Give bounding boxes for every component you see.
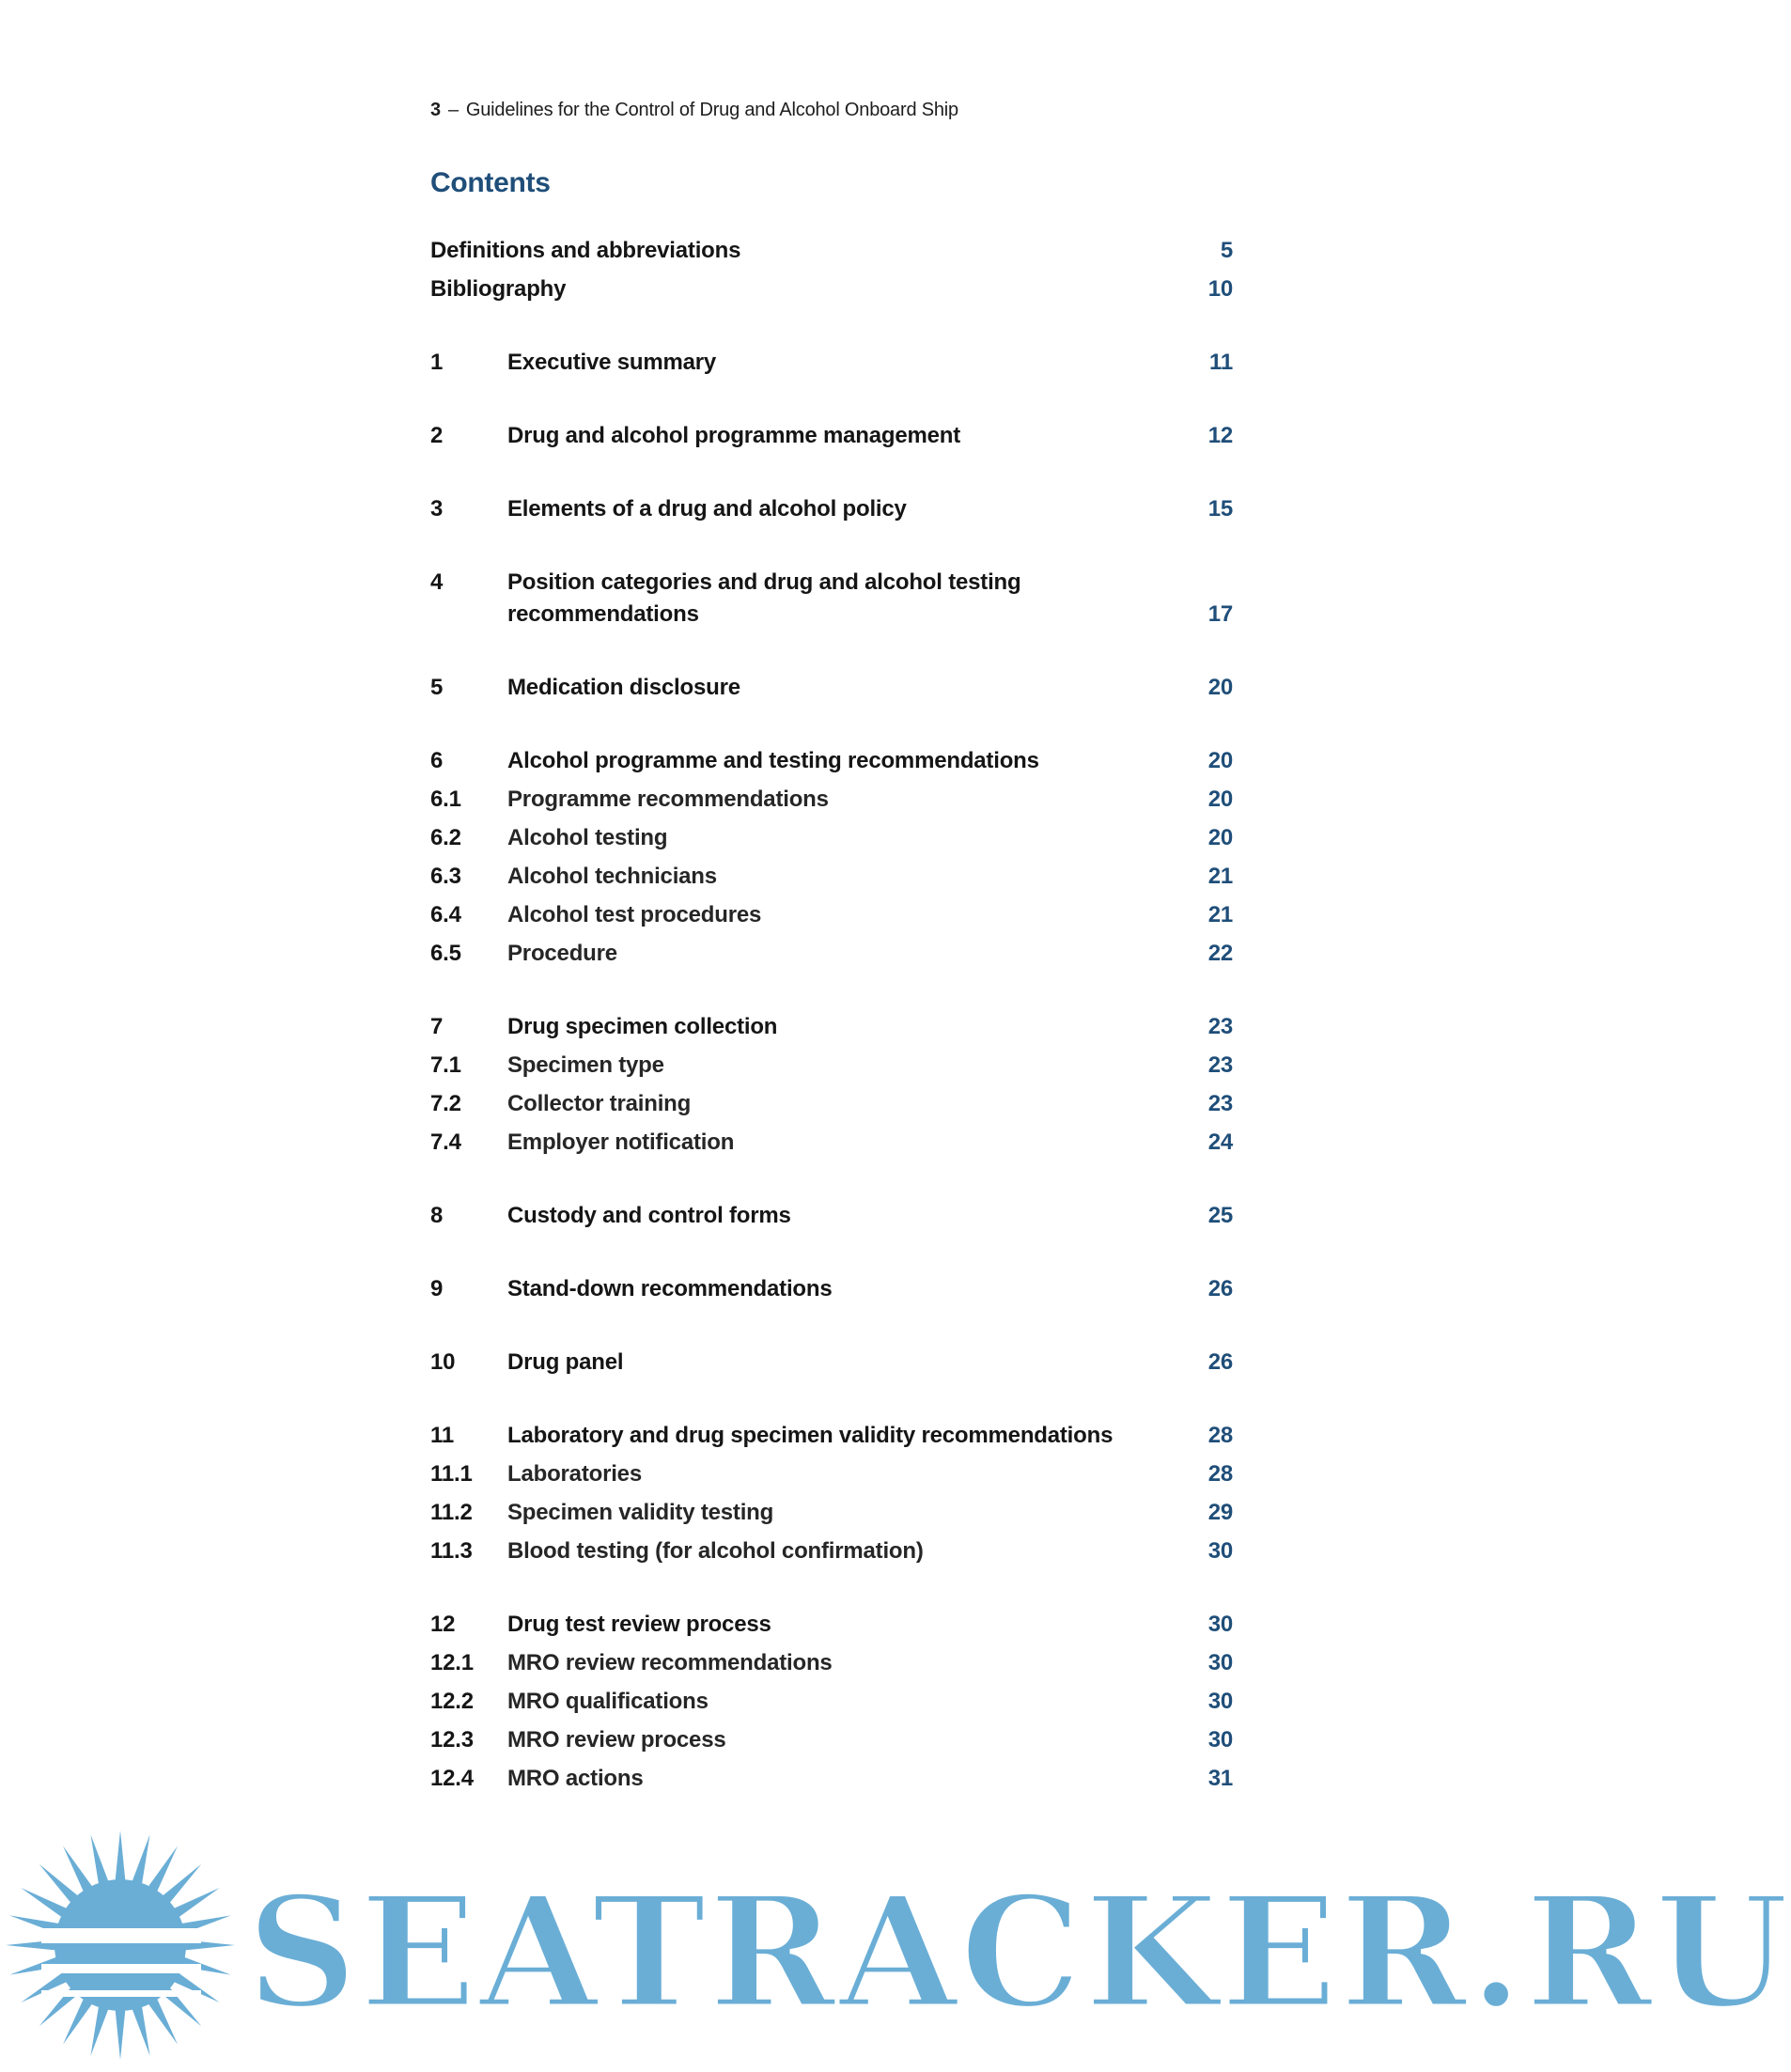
toc-section-entry — [430, 1609, 1233, 1641]
toc-section-entry — [430, 1273, 1233, 1305]
toc-spacer — [430, 1305, 1233, 1347]
toc-title: Specimen type — [507, 1052, 664, 1078]
toc-number: 7.1 — [430, 1052, 461, 1078]
header-title: Guidelines for the Control of Drug and Alcohol Onboard Ship — [465, 100, 958, 120]
toc-number: 11 — [430, 1423, 454, 1448]
toc-section-entry — [430, 672, 1233, 704]
toc-number: 12 — [430, 1612, 456, 1637]
toc-spacer — [430, 1490, 1233, 1497]
toc-spacer — [430, 931, 1233, 938]
toc-section-entry — [430, 493, 1233, 525]
toc-page-number: 28 — [1207, 1461, 1233, 1487]
toc-title: Drug and alcohol programme management — [507, 423, 961, 448]
toc-number: 11.2 — [430, 1500, 473, 1525]
toc-spacer — [430, 1379, 1233, 1420]
toc-spacer — [430, 452, 1233, 493]
toc-section-entry — [430, 567, 1233, 631]
toc-title: Alcohol test procedures — [507, 902, 762, 927]
toc-subsection-entry — [430, 1050, 1233, 1082]
toc-title: Stand-down recommendations — [507, 1276, 833, 1301]
toc-number: 7 — [430, 1014, 444, 1039]
toc-page-number: 26 — [1207, 1349, 1233, 1375]
sun-ray — [115, 2003, 126, 2060]
toc-spacer — [430, 1232, 1233, 1273]
toc-front-entry — [430, 273, 1233, 305]
toc-page-number: 15 — [1207, 496, 1233, 522]
toc-page-number: 30 — [1207, 1612, 1233, 1637]
toc-spacer — [430, 379, 1233, 420]
table-of-contents — [430, 235, 1233, 1795]
toc-title: Definitions and abbreviations — [430, 238, 741, 263]
toc-page-number: 24 — [1207, 1129, 1233, 1155]
toc-section-entry — [430, 1011, 1233, 1043]
toc-title: Laboratory and drug specimen validity recommendations — [507, 1423, 1114, 1448]
contents-heading: Contents — [430, 167, 551, 198]
toc-front-entry — [430, 235, 1233, 267]
toc-number: 12.1 — [430, 1650, 474, 1675]
toc-subsection-entry — [430, 822, 1233, 854]
toc-title: MRO review process — [507, 1727, 726, 1753]
toc-section-entry — [430, 1347, 1233, 1379]
toc-page-number: 20 — [1207, 675, 1233, 700]
toc-number: 9 — [430, 1276, 444, 1301]
toc-number: 6.5 — [430, 941, 461, 966]
toc-spacer — [430, 1452, 1233, 1458]
toc-subsection-entry — [430, 1724, 1233, 1756]
toc-title: Collector training — [507, 1091, 692, 1116]
toc-subsection-entry — [430, 1647, 1233, 1679]
toc-title: Drug panel — [507, 1349, 624, 1375]
toc-number: 2 — [430, 423, 444, 448]
header-separator: – — [447, 100, 459, 120]
toc-subsection-entry — [430, 899, 1233, 931]
toc-spacer — [430, 1529, 1233, 1535]
toc-number: 6.3 — [430, 864, 461, 889]
toc-page-number: 20 — [1207, 787, 1233, 812]
toc-spacer — [430, 816, 1233, 822]
toc-number: 12.3 — [430, 1727, 474, 1753]
toc-title: Custody and control forms — [507, 1203, 791, 1228]
watermark-text: SEATRACKER.RU — [246, 1862, 1791, 2043]
toc-page-number: 29 — [1207, 1500, 1233, 1525]
toc-section-entry — [430, 745, 1233, 777]
toc-number: 11.1 — [430, 1461, 473, 1487]
toc-number: 4 — [430, 569, 444, 595]
toc-number: 12.2 — [430, 1689, 474, 1714]
toc-spacer — [430, 777, 1233, 784]
toc-number: 10 — [430, 1349, 456, 1375]
toc-title: Executive summary — [507, 350, 717, 375]
running-header — [430, 100, 958, 121]
toc-title: Specimen validity testing — [507, 1500, 774, 1525]
toc-title: Alcohol technicians — [507, 864, 717, 889]
toc-spacer — [430, 1756, 1233, 1763]
toc-title: Bibliography — [430, 276, 567, 302]
toc-page-number: 23 — [1207, 1091, 1233, 1116]
toc-number: 8 — [430, 1203, 444, 1228]
toc-title: Alcohol testing — [507, 825, 668, 850]
toc-page-number: 30 — [1207, 1538, 1233, 1564]
toc-page-number: 28 — [1207, 1423, 1233, 1448]
toc-number: 7.4 — [430, 1129, 461, 1155]
toc-page-number: 12 — [1207, 423, 1233, 448]
toc-page-number: 22 — [1207, 941, 1233, 966]
toc-title: MRO actions — [507, 1766, 644, 1791]
toc-subsection-entry — [430, 1686, 1233, 1718]
toc-page-number: 20 — [1207, 748, 1233, 773]
toc-page-number: 20 — [1207, 825, 1233, 850]
toc-spacer — [430, 631, 1233, 672]
toc-subsection-entry — [430, 1497, 1233, 1529]
toc-number: 3 — [430, 496, 444, 522]
toc-page-number: 17 — [1207, 601, 1233, 627]
toc-subsection-entry — [430, 1458, 1233, 1490]
toc-page-number: 31 — [1207, 1766, 1233, 1791]
toc-page-number: 30 — [1207, 1650, 1233, 1675]
toc-subsection-entry — [430, 1535, 1233, 1567]
toc-title: Programme recommendations — [507, 787, 829, 812]
toc-section-entry — [430, 1200, 1233, 1232]
toc-spacer — [430, 704, 1233, 745]
toc-spacer — [430, 267, 1233, 273]
toc-title: Procedure — [507, 941, 617, 966]
toc-number: 6.1 — [430, 787, 461, 812]
toc-spacer — [430, 1159, 1233, 1200]
toc-subsection-entry — [430, 1127, 1233, 1159]
toc-page-number: 23 — [1207, 1014, 1233, 1039]
toc-title: Blood testing (for alcohol confirmation) — [507, 1538, 924, 1564]
toc-spacer — [430, 1718, 1233, 1724]
toc-title: Alcohol programme and testing recommendations — [507, 748, 1039, 773]
toc-title: Medication disclosure — [507, 675, 740, 700]
toc-title: Laboratories — [507, 1461, 642, 1487]
toc-number: 1 — [430, 350, 444, 375]
toc-spacer — [430, 1641, 1233, 1647]
toc-number: 6 — [430, 748, 444, 773]
toc-section-entry — [430, 1420, 1233, 1452]
toc-page-number: 30 — [1207, 1689, 1233, 1714]
toc-spacer — [430, 970, 1233, 1011]
toc-spacer — [430, 305, 1233, 347]
toc-number: 6.2 — [430, 825, 461, 850]
toc-title: Position categories and drug and alcohol testing recommendations — [507, 569, 1021, 627]
toc-spacer — [430, 1679, 1233, 1686]
toc-subsection-entry — [430, 1088, 1233, 1120]
toc-number: 6.4 — [430, 902, 461, 927]
sun-ray — [115, 1831, 126, 1887]
toc-number: 7.2 — [430, 1091, 461, 1116]
toc-number: 5 — [430, 675, 444, 700]
toc-page-number: 25 — [1207, 1203, 1233, 1228]
toc-title: Elements of a drug and alcohol policy — [507, 496, 907, 522]
toc-number: 11.3 — [430, 1538, 473, 1564]
toc-page-number: 5 — [1220, 238, 1233, 263]
toc-spacer — [430, 1082, 1233, 1088]
toc-spacer — [430, 854, 1233, 861]
toc-title: Drug specimen collection — [507, 1014, 778, 1039]
toc-page-number: 23 — [1207, 1052, 1233, 1078]
toc-spacer — [430, 1567, 1233, 1609]
toc-section-entry — [430, 347, 1233, 379]
toc-title: MRO qualifications — [507, 1689, 709, 1714]
toc-title: Employer notification — [507, 1129, 735, 1155]
toc-title: Drug test review process — [507, 1612, 771, 1637]
toc-subsection-entry — [430, 861, 1233, 893]
toc-spacer — [430, 1120, 1233, 1127]
toc-page-number: 30 — [1207, 1727, 1233, 1753]
toc-page-number: 26 — [1207, 1276, 1233, 1301]
toc-page-number: 11 — [1209, 350, 1233, 375]
toc-page-number: 10 — [1207, 276, 1233, 302]
toc-title: MRO review recommendations — [507, 1650, 833, 1675]
toc-page-number: 21 — [1207, 864, 1233, 889]
toc-spacer — [430, 893, 1233, 899]
toc-subsection-entry — [430, 784, 1233, 816]
toc-page-number: 21 — [1207, 902, 1233, 927]
toc-subsection-entry — [430, 938, 1233, 970]
toc-section-entry — [430, 420, 1233, 452]
toc-number: 12.4 — [430, 1766, 474, 1791]
header-page-number: 3 — [430, 100, 441, 120]
toc-spacer — [430, 1043, 1233, 1050]
toc-subsection-entry — [430, 1763, 1233, 1795]
toc-spacer — [430, 525, 1233, 567]
